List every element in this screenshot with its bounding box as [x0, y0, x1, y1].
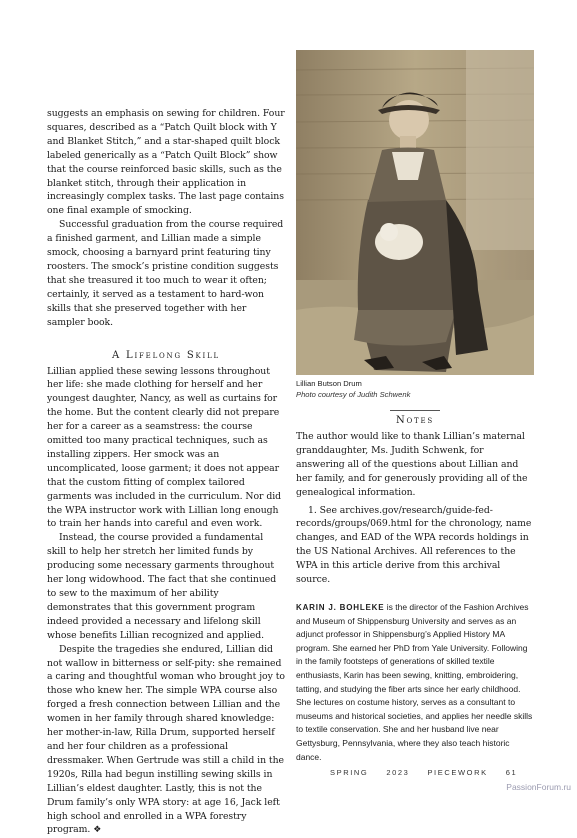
- author-name: KARIN J. BOHLEKE: [296, 602, 385, 612]
- footnote: 1. See archives.gov/research/guide-fed-records/groups/069.html for the chronology, name changes, and EAD of the WPA records holdings in the US National Archives. All references to the WPA in this article derive from this archival source.: [296, 504, 532, 586]
- section-heading: A Lifelong Skill: [112, 349, 220, 361]
- footer-year: 2023: [386, 768, 410, 777]
- page-number: 61: [505, 768, 518, 777]
- notes-heading: Notes: [395, 415, 435, 426]
- body-paragraph: Successful graduation from the course required a finished garment, and Lillian made a simple smock, choosing a barnyard print featuring tiny roosters. The smock’s pristine condition suggests that she treasured it too much to wear it often; certainly, it served as a testament to hard-won skills that she preserved together with her sampler book.: [47, 219, 284, 328]
- portrait-photo-illustration: [296, 50, 534, 375]
- notes-intro: The author would like to thank Lillian’s maternal granddaughter, Ms. Judith Schwenk, for answering all of the questions about Lillian and her family, and for generously providing all of the genealogical information.: [296, 431, 528, 498]
- page-footer: [330, 768, 540, 777]
- body-paragraph: [47, 643, 285, 838]
- body-paragraph: suggests an emphasis on sewing for children. Four squares, described as a “Patch Quilt block with Y and Blanket Stitch,” and a star-shaped quilt block labeled generically as a “Patch Quilt Block” show that the course reinforced basic skills, such as the blanket stitch, through their application in increasingly complex tasks. The last page contains one final example of smocking.: [47, 108, 285, 217]
- photo-caption: [296, 379, 534, 400]
- end-mark-icon: ❖: [93, 825, 102, 836]
- caption-credit: Photo courtesy of Judith Schwenk: [296, 389, 411, 399]
- left-column: [47, 107, 285, 838]
- footer-magazine: PIECEWORK: [427, 768, 488, 777]
- caption-name: Lillian Butson Drum: [296, 379, 362, 388]
- body-paragraph-text: Despite the tragedies she endured, Lillian did not wallow in bitterness or self-pity: she remained a caring and thoughtful woman who brought joy to those who knew her. The simple WPA course also forged a fresh connection between Lillian and the women in her family through shared knowledge: her mother-in-law, Rilla Drum, supported herself and her four children as a professional dressmaker. When Gertrude was still a child in the 1920s, Rilla had begun instilling sewing skills in Lillian’s eldest daughter. Lastly, this is not the Drum family’s only WPA story: at age 16, Jack left high school and enrolled in a WPA forestry program.: [47, 643, 285, 836]
- author-bio-text: is the director of the Fashion Archives and Museum of Shippensburg University and serves as an adjunct professor in Shippensburg’s Applied History MA program. She earned her PhD from Yale University. Following in the family footsteps of generations of skilled textile enthusiasts, Karin has been sewing, knitting, embroidering, tatting, and studying the fiber arts since her early childhood. She lectures on costume history, serves as a consultant to museums and historical societies, and applies her needle skills to textile conservation. She and her husband live near Gettysburg, Pennsylvania, where they also teach historic dance.: [296, 601, 533, 762]
- author-bio: [296, 601, 534, 764]
- divider: [390, 410, 440, 411]
- footer-season: SPRING: [330, 768, 369, 777]
- watermark: PassionForum.ru: [506, 782, 571, 792]
- right-column: [296, 50, 534, 764]
- body-paragraph: Lillian applied these sewing lessons throughout her life: she made clothing for herself and her youngest daughter, Nancy, as well as curtains for the home. But the content clearly did not prepare her for a career as a seamstress: the course omitted too many practical techniques, such as installing zippers. Her smock was an uncomplicated, loose garment; it does not appear that the custom fitting of complex tailored garments was included in the curriculum. Nor did the WPA instructor work with Lillian long enough to train her hands into careful and even work.: [47, 365, 282, 530]
- body-paragraph: Instead, the course provided a fundamental skill to help her stretch her limited funds by producing some necessary garments throughout her long widowhood. The fact that she continued to sew to the maximum of her ability demonstrates that this government program indeed provided a necessary and lifelong skill whose benefits Lillian recognized and applied.: [47, 532, 277, 641]
- portrait-photo: [296, 50, 534, 375]
